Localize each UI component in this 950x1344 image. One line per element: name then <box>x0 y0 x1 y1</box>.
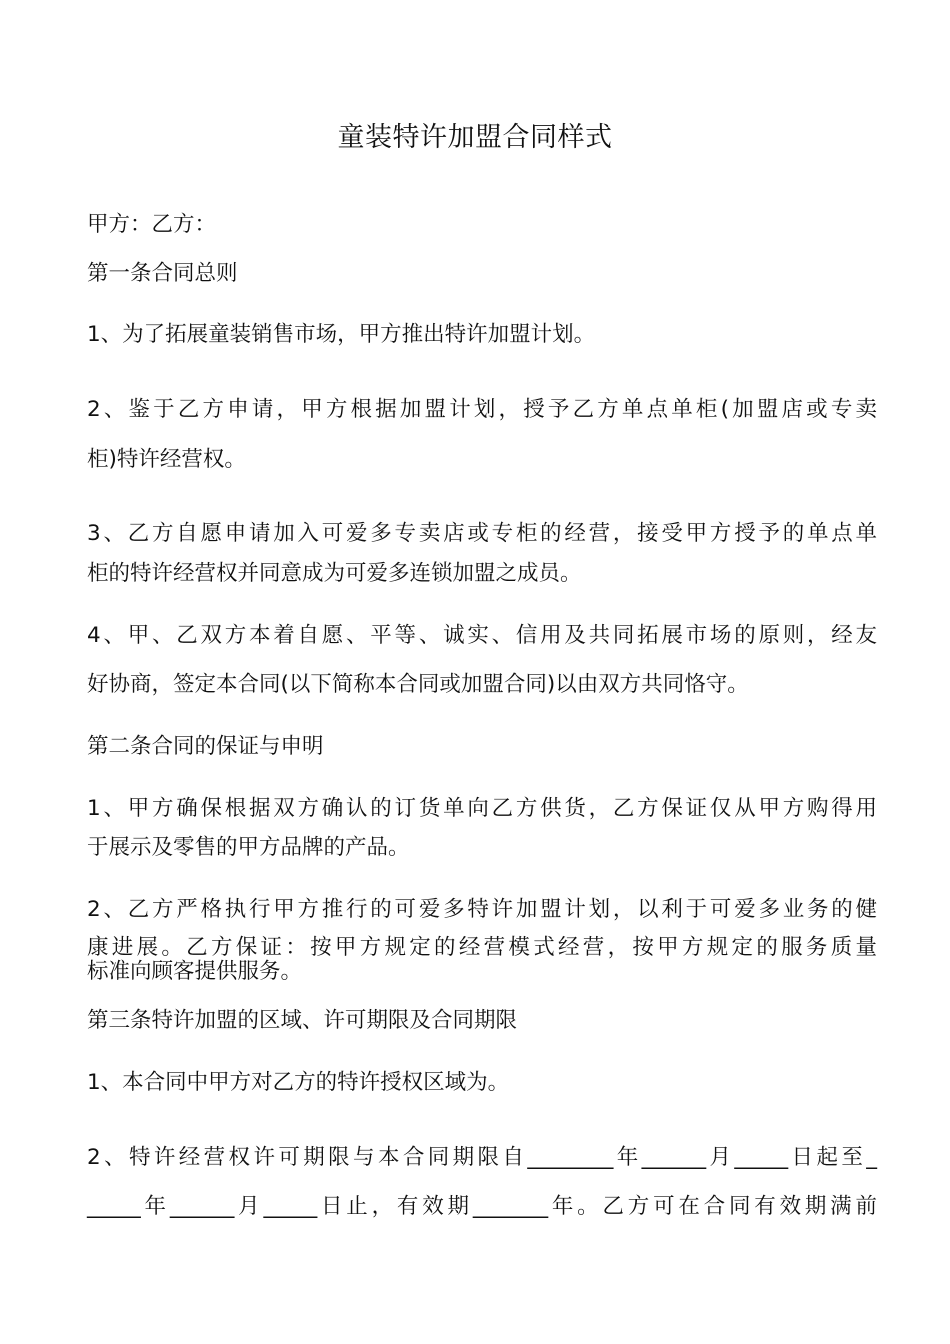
article-3-heading: 第三条特许加盟的区域、许可期限及合同期限 <box>87 1008 518 1033</box>
article-1-clause-2-line-1: 2、鉴于乙方申请，甲方根据加盟计划，授予乙方单点单柜(加盟店或专卖 <box>87 397 877 422</box>
article-2-clause-2-line-1: 2、乙方严格执行甲方推行的可爱多特许加盟计划，以利于可爱多业务的健 <box>87 897 877 922</box>
article-1-clause-3-line-2: 柜的特许经营权并同意成为可爱多连锁加盟之成员。 <box>87 561 582 586</box>
article-2-clause-1-line-1: 1、甲方确保根据双方确认的订货单向乙方供货，乙方保证仅从甲方购得用 <box>87 796 877 821</box>
article-1-clause-4-line-2: 好协商，签定本合同(以下简称本合同或加盟合同)以由双方共同恪守。 <box>87 672 749 697</box>
article-3-clause-1: 1、本合同中甲方对乙方的特许授权区域为。 <box>87 1070 510 1095</box>
article-2-clause-2-line-3: 标准向顾客提供服务。 <box>87 959 303 984</box>
article-3-clause-2-line-1: 2、特许经营权许可期限与本合同期限自________年______月_____日起至_ <box>87 1145 877 1170</box>
article-1-clause-2-line-2: 柜)特许经营权。 <box>87 447 246 472</box>
article-2-clause-2-line-2: 康进展。乙方保证：按甲方规定的经营模式经营，按甲方规定的服务质量 <box>87 935 877 960</box>
document-title: 童装特许加盟合同样式 <box>337 122 613 153</box>
parties-line: 甲方：乙方： <box>87 212 217 237</box>
article-2-clause-1-line-2: 于展示及零售的甲方品牌的产品。 <box>87 835 410 860</box>
article-1-clause-4-line-1: 4、甲、乙双方本着自愿、平等、诚实、信用及共同拓展市场的原则，经友 <box>87 623 877 648</box>
article-3-clause-2-line-2: _____年______月_____日止，有效期_______年。乙方可在合同有效期满前 <box>87 1194 877 1219</box>
article-1-clause-3-line-1: 3、乙方自愿申请加入可爱多专卖店或专柜的经营，接受甲方授予的单点单 <box>87 521 877 546</box>
article-1-heading: 第一条合同总则 <box>87 261 238 286</box>
article-1-clause-1: 1、为了拓展童装销售市场，甲方推出特许加盟计划。 <box>87 322 596 347</box>
article-2-heading: 第二条合同的保证与申明 <box>87 734 324 759</box>
